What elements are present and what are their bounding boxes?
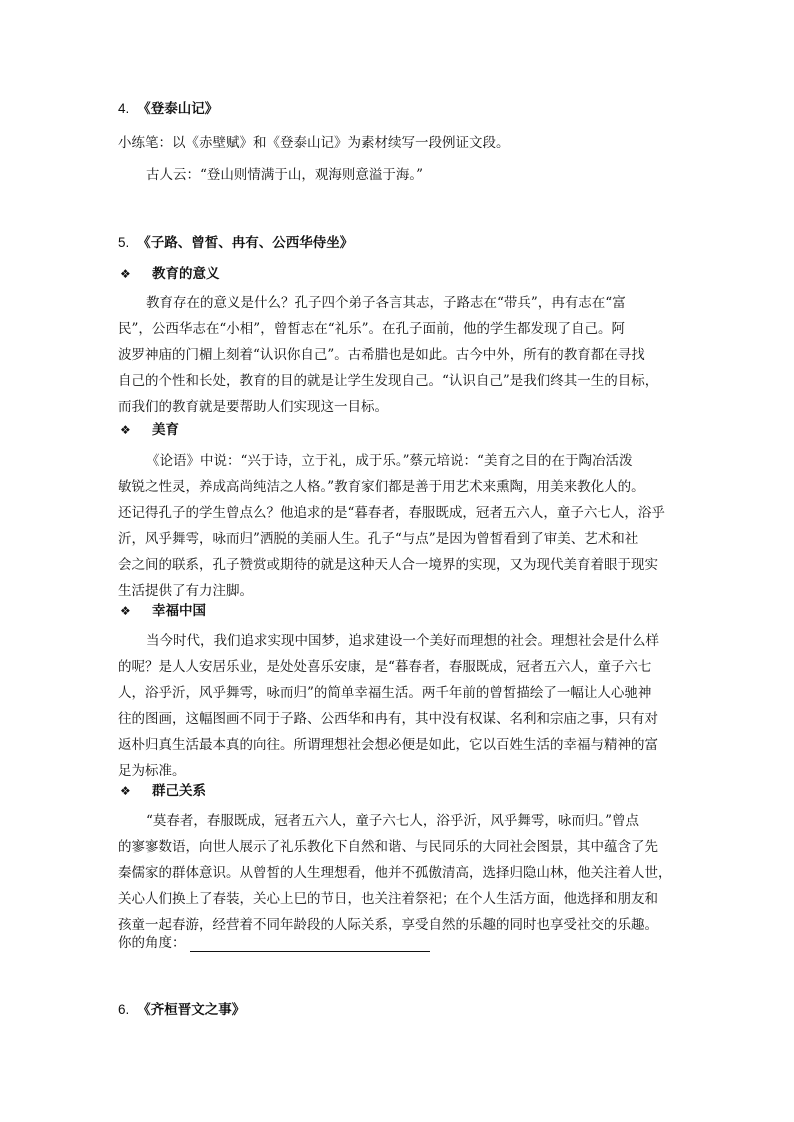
paragraph-line: 还记得孔子的学生曾点么？他追求的是“暮春者，春服既成，冠者五六人，童子六七人，浴乎 (118, 505, 665, 521)
bullet-diamond-icon: ❖ (120, 604, 131, 618)
section-6-number: 6. (118, 1002, 130, 1017)
paragraph-line: 《论语》中说：“兴于诗，立于礼，成于乐。”蔡元培说：“美育之目的在于陶冶活泼 (146, 453, 633, 469)
topic-label: 幸福中国 (152, 603, 206, 619)
paragraph-line: 人，浴乎沂，风乎舞雩，咏而归”的简单幸福生活。两千年前的曾皙描绘了一幅让人心驰神 (118, 685, 652, 701)
topic-group-self-heading (120, 782, 206, 800)
topic-aesthetic-heading (120, 421, 179, 439)
paragraph-line: 足为标准。 (118, 763, 186, 779)
section-4-number: 4. (118, 101, 130, 116)
topic-happy-china-paragraph (118, 628, 659, 784)
section-6-heading (118, 1001, 245, 1019)
paragraph-line: 秦儒家的群体意识。从曾皙的人生理想看，他并不孤傲清高，选择归隐山林，他关注着人世， (118, 865, 672, 881)
section-6-title: 《齐桓晋文之事》 (137, 1002, 246, 1018)
section-5-number: 5. (118, 235, 130, 250)
topic-aesthetic-paragraph (118, 448, 665, 604)
ancient-quote: 古人云：“登山则情满于山，观海则意溢于海。” (146, 167, 424, 183)
topic-label: 美育 (152, 422, 179, 438)
paragraph-line: 的寥寥数语，向世人展示了礼乐教化下自然和谐、与民同乐的大同社会图景，其中蕴含了先 (118, 839, 658, 855)
paragraph-line: 当今时代，我们追求实现中国梦，追求建设一个美好而理想的社会。理想社会是什么样 (146, 633, 659, 649)
paragraph-line: “莫春者，春服既成，冠者五六人，童子六七人，浴乎沂，风乎舞雩，咏而归。”曾点 (146, 813, 640, 829)
paragraph-line: 返朴归真生活最本真的向往。所谓理想社会想必便是如此，它以百姓生活的幸福与精神的富 (118, 737, 658, 753)
bullet-diamond-icon: ❖ (120, 784, 131, 798)
bullet-diamond-icon: ❖ (120, 423, 131, 437)
bullet-diamond-icon: ❖ (120, 267, 131, 281)
topic-happy-china-heading (120, 602, 206, 620)
topic-label: 教育的意义 (152, 266, 220, 282)
paragraph-line: 波罗神庙的门楣上刻着“认识你自己”。古希腊也是如此。古今中外，所有的教育都在寻找 (118, 347, 645, 363)
paragraph-line: 而我们的教育就是要帮助人们实现这一目标。 (118, 399, 388, 415)
paragraph-line: 的呢？是人人安居乐业，是处处喜乐安康，是“暮春者，春服既成，冠者五六人，童子六七 (118, 659, 652, 675)
paragraph-line: 教育存在的意义是什么？孔子四个弟子各言其志，子路志在“带兵”，冉有志在“富 (146, 295, 626, 311)
topic-group-self-paragraph (118, 808, 672, 938)
topic-education-heading (120, 265, 220, 283)
paragraph-line: 关心人们换上了春装，关心上巳的节日，也关注着祭祀；在个人生活方面，他选择和朋友和 (118, 891, 658, 907)
your-view-row (118, 934, 430, 952)
paragraph-line: 沂，风乎舞雩，咏而归”洒脱的美丽人生。孔子“与点”是因为曾皙看到了审美、艺术和社 (118, 531, 639, 547)
paragraph-line: 民”，公西华志在“小相”，曾皙志在“礼乐”。在孔子面前，他的学生都发现了自己。阿 (118, 321, 626, 337)
section-4-heading (118, 100, 218, 118)
topic-label: 群己关系 (152, 783, 206, 799)
paragraph-line: 孩童一起春游，经营着不同年龄段的人际关系，享受自然的乐趣的同时也享受社交的乐趣。 (118, 917, 658, 933)
your-view-blank-field[interactable] (190, 937, 430, 952)
section-4-title: 《登泰山记》 (137, 101, 219, 117)
paragraph-line: 会之间的联系，孔子赞赏或期待的就是这种天人合一境界的实现，又为现代美育着眼于现实 (118, 557, 658, 573)
paragraph-line: 往的图画，这幅图画不同于子路、公西华和冉有，其中没有权谋、名利和宗庙之事，只有对 (118, 711, 658, 727)
paragraph-line: 敏锐之性灵，养成高尚纯洁之人格。”教育家们都是善于用艺术来熏陶，用美来教化人的。 (118, 479, 645, 495)
paragraph-line: 自己的个性和长处，教育的目的就是让学生发现自己。“认识自己”是我们终其一生的目标， (118, 373, 659, 389)
section-5-title: 《子路、曾皙、冉有、公西华侍坐》 (137, 235, 354, 251)
paragraph-line: 生活提供了有力注脚。 (118, 583, 253, 599)
topic-education-paragraph (118, 290, 659, 420)
practice-prompt: 小练笔：以《赤壁赋》和《登泰山记》为素材续写一段例证文段。 (118, 135, 510, 151)
section-5-heading (118, 234, 353, 252)
your-view-label: 你的角度： (118, 935, 186, 951)
